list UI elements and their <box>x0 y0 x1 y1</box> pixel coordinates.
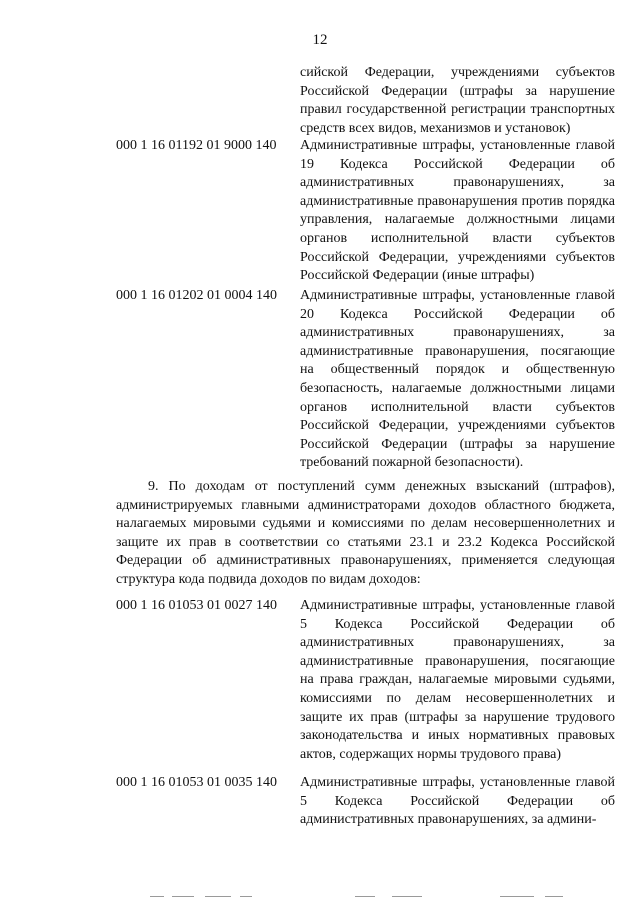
page-number: 12 <box>312 32 328 48</box>
revenue-description: Административные штрафы, установленные главой 5 Кодекса Российской Федерации об административных правонарушениях, за админи- <box>300 775 615 828</box>
revenue-code: 000 1 16 01202 01 0004 140 <box>116 288 277 303</box>
scan-footer-marks <box>0 896 640 902</box>
revenue-code: 000 1 16 01053 01 0035 140 <box>116 775 277 790</box>
continuation-text: сийской Федерации, учреждениями субъектов Российской Федерации (штрафы за нарушение правил государственной регистрации транспортных средств всех видов, механизмов и установок) <box>300 65 615 136</box>
revenue-code: 000 1 16 01192 01 9000 140 <box>116 138 277 153</box>
revenue-description: Административные штрафы, установленные главой 20 Кодекса Российской Федерации об административных правонарушениях, за административные правонарушения, посягающие на общественный порядок и общественную безопасность, налагаемые должностными лицами органов исполнительной власти субъектов Российской Федерации, учреждениями субъектов Российской Федерации (штрафы за нарушение требований пожарной безопасности). <box>300 288 615 471</box>
revenue-description: Административные штрафы, установленные главой 5 Кодекса Российской Федерации об административных правонарушениях, за административные правонарушения, посягающие на права граждан, налагаемые мировыми судьями, комиссиями по делам несовершеннолетних и защите их прав (штрафы за нарушение трудового законодательства и иных нормативных правовых актов, содержащих нормы трудового права) <box>300 598 615 762</box>
revenue-code: 000 1 16 01053 01 0027 140 <box>116 598 277 613</box>
section-paragraph: 9. По доходам от поступлений сумм денежных взысканий (штрафов), администрируемых главными администраторами доходов областного бюджета, налагаемых мировыми судьями и комиссиями по делам несовершеннолетних и защите их прав в соответствии со статьями 23.1 и 23.2 Кодекса Российской Федерации об административных правонарушениях, применяется следующая структура кода подвида доходов по видам доходов: <box>116 479 615 587</box>
revenue-description: Административные штрафы, установленные главой 19 Кодекса Российской Федерации об административных правонарушениях, за административные правонарушения против порядка управления, налагаемые должностными лицами органов исполнительной власти субъектов Российской Федерации, учреждениями субъектов Российской Федерации (иные штрафы) <box>300 138 615 284</box>
